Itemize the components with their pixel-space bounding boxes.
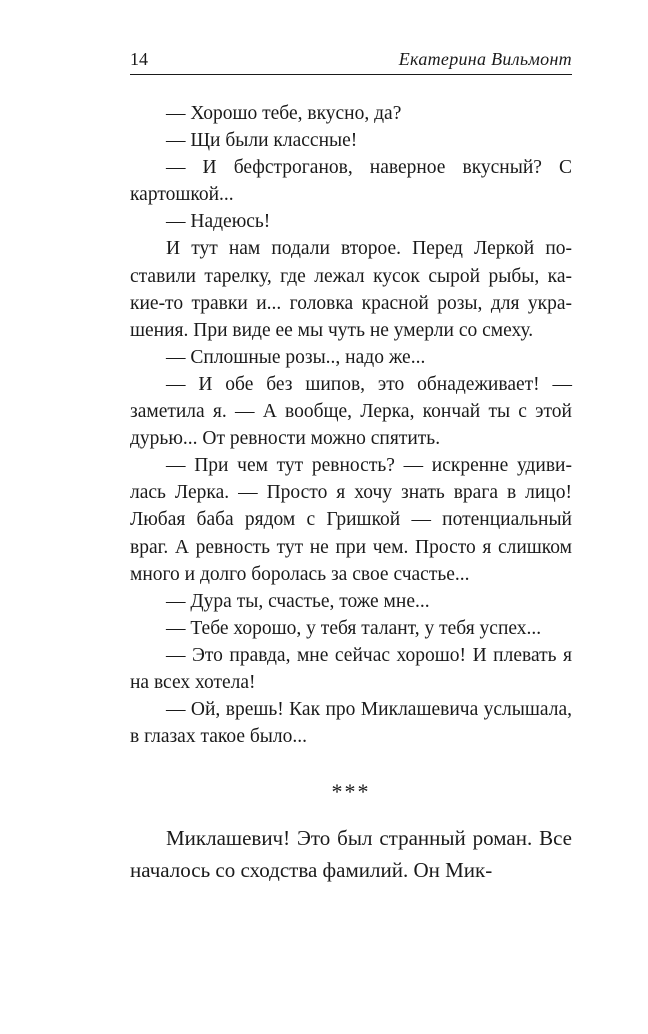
paragraph: — Тебе хорошо, у тебя талант, у тебя успех... xyxy=(166,617,542,639)
paragraph: Миклашевич! Это был странный роман. Все началось со сходства фамилий. Он Мик- xyxy=(130,826,572,882)
paragraph: — Надеюсь! xyxy=(166,211,271,233)
paragraph: — Дура ты, счастье, тоже мне... xyxy=(166,590,430,612)
paragraph: — Сплошные розы.., надо же... xyxy=(166,346,426,368)
paragraph: — И обе без шипов, это обнадеживает! — заметила я. — А вообще, Лерка, кончай ты с этой дурью... От ревности можно спятить. xyxy=(130,373,572,450)
paragraph: И тут нам подали второе. Перед Леркой поставили тарелку, где лежал кусок сырой рыбы, какие-то травки и... головка красной розы, для украшения. При виде ее мы чуть не умерли со смеху. xyxy=(130,238,572,341)
paragraph: — И бефстроганов, наверное вкусный? С картошкой... xyxy=(130,157,572,206)
page-number: 14 xyxy=(130,49,148,69)
paragraph: — Ой, врешь! Как про Миклашевича услышала, в глазах такое было... xyxy=(130,699,572,748)
page-header xyxy=(130,44,572,75)
next-section-text xyxy=(130,822,572,886)
paragraph: — Это правда, мне сейчас хорошо! И плевать я на всех хотела! xyxy=(130,644,572,693)
paragraph: — Щи были классные! xyxy=(166,130,358,152)
running-title: Екатерина Вильмонт xyxy=(398,49,572,69)
paragraph: — При чем тут ревность? — искренне удивилась Лерка. — Просто я хочу знать врага в лицо! Любая баба рядом с Гришкой — потенциальный враг. А ревность тут не при чем. Просто я слишком много и долго боролась за свое счастье... xyxy=(130,455,572,585)
paragraph: — Хорошо тебе, вкусно, да? xyxy=(166,103,402,124)
section-separator: *** xyxy=(331,779,371,804)
main-text xyxy=(130,100,572,750)
